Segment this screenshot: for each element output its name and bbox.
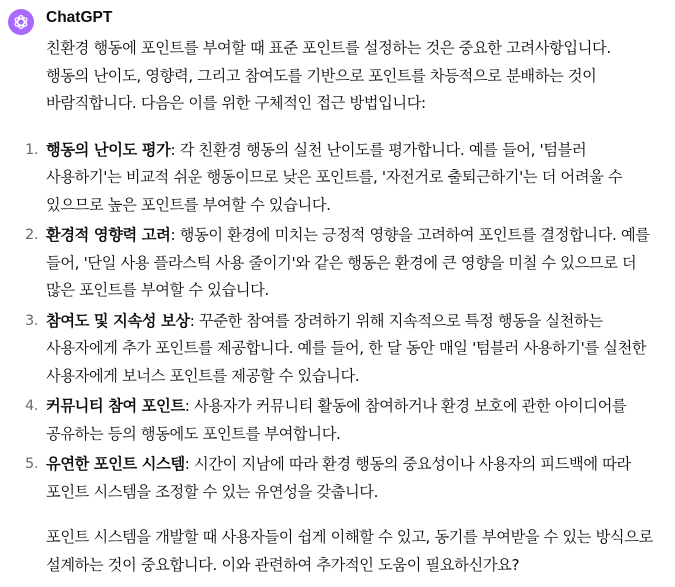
list-item [25,451,656,506]
list-item [25,222,656,305]
list-item-title: 환경적 영향력 고려 [46,226,171,244]
list-number: 2. [25,227,39,243]
list-item-title: 유연한 포인트 시스템 [46,455,185,473]
list-item-title: 커뮤니티 참여 포인트 [46,397,185,415]
list-number: 1. [25,141,39,158]
chatgpt-avatar [8,9,34,35]
list-item-title: 참여도 및 지속성 보상 [46,311,190,330]
list-number: 3. [25,312,39,329]
message-content [25,35,656,579]
numbered-list [25,137,656,507]
list-number: 5. [25,456,39,472]
list-item [25,308,656,391]
openai-logo-icon [12,13,30,31]
author-name: ChatGPT [46,9,113,26]
list-item-text: : 사용자가 커뮤니티 활동에 참여하거나 환경 보호에 관한 아이디어를 공유하는 등의 행동에도 포인트를 부여합니다. [46,397,627,443]
intro-paragraph: 친환경 행동에 포인트를 부여할 때 표준 포인트를 설정하는 것은 중요한 고려사항입니다. 행동의 난이도, 영향력, 그리고 참여도를 기반으로 포인트를 차등적으로 분배하는 것이 바람직합니다. 다음은 이를 위한 구체적인 접근 방법입니다: [46,39,611,112]
list-item-title: 행동의 난이도 평가 [46,140,171,159]
list-item-text: : 꾸준한 참여를 장려하기 위해 지속적으로 특정 행동을 실천하는 사용자에게 추가 포인트를 제공합니다. 예를 들어, 한 달 동안 매일 '텀블러 사용하기'를 실천한 사용자에게 보너스 포인트를 제공할 수 있습니다. [46,311,647,385]
closing-paragraph: 포인트 시스템을 개발할 때 사용자들이 쉽게 이해할 수 있고, 동기를 부여받을 수 있는 방식으로 설계하는 것이 중요합니다. 이와 관련하여 추가적인 도움이 필요하신가요? [46,528,653,574]
list-item-text: : 시간이 지남에 따라 환경 행동의 중요성이나 사용자의 피드백에 따라 포인트 시스템을 조정할 수 있는 유연성을 갖춥니다. [46,455,631,501]
list-item [25,137,656,220]
list-item-text: : 각 친환경 행동의 실천 난이도를 평가합니다. 예를 들어, '텀블러 사용하기'는 비교적 쉬운 행동이므로 낮은 포인트를, '자전거로 출퇴근하기'는 더 어려울 수 있으므로 높은 포인트를 부여할 수 있습니다. [46,140,623,214]
list-number: 4. [25,398,39,414]
list-item-text: : 행동이 환경에 미치는 긍정적 영향을 고려하여 포인트를 결정합니다. 예를 들어, '단일 사용 플라스틱 사용 줄이기'와 같은 행동은 환경에 큰 영향을 미칠 수 있으므로 더 많은 포인트를 부여할 수 있습니다. [46,226,650,299]
list-item [25,393,656,448]
